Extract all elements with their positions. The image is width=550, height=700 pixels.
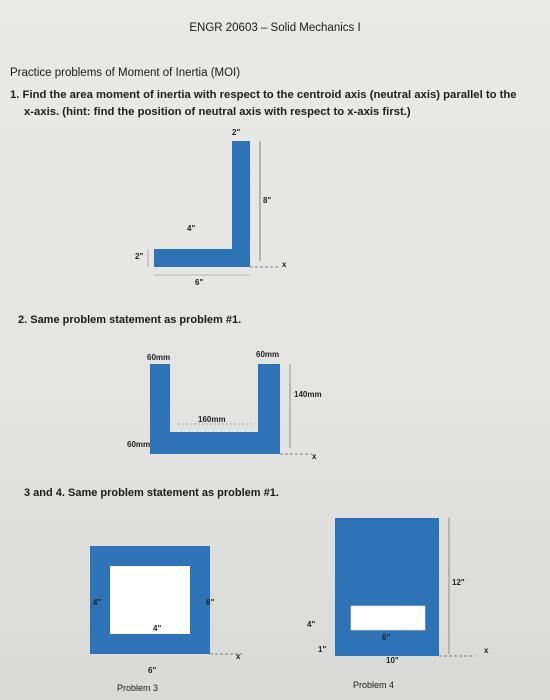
x-axis-label: x bbox=[484, 646, 489, 655]
problem-3-4-text: 3 and 4. Same problem statement as problem #1. bbox=[24, 487, 279, 499]
inner-hole bbox=[351, 606, 425, 630]
problem-3-caption: Problem 3 bbox=[117, 683, 159, 693]
l-shape bbox=[154, 141, 250, 267]
problem-2-text: 2. Same problem statement as problem #1. bbox=[18, 314, 242, 326]
dim-height: 8" bbox=[263, 196, 272, 205]
dim-base-thickness: 2" bbox=[135, 252, 144, 261]
dim-inner: 160mm bbox=[198, 415, 226, 424]
dim-left-flange: 60mm bbox=[147, 353, 171, 362]
dim-left: 4" bbox=[93, 598, 102, 607]
dim-top-width: 2" bbox=[232, 128, 241, 137]
inner-hole bbox=[110, 566, 190, 634]
problem-4-caption: Problem 4 bbox=[353, 680, 395, 690]
section-subtitle: Practice problems of Moment of Inertia (MOI) bbox=[10, 67, 241, 79]
dim-hole-height: 4" bbox=[307, 620, 316, 629]
x-axis-label: x bbox=[236, 652, 241, 661]
dim-hole-width: 6" bbox=[382, 633, 391, 642]
dim-right: 6" bbox=[206, 598, 215, 607]
u-shape bbox=[150, 364, 280, 454]
dim-right-flange: 60mm bbox=[256, 350, 280, 359]
dim-base-length: 6" bbox=[195, 278, 204, 287]
problem-3-figure bbox=[80, 540, 260, 670]
dim-bottom-gap: 1" bbox=[318, 645, 327, 654]
x-axis-label: x bbox=[312, 452, 317, 461]
page-title: ENGR 20603 – Solid Mechanics I bbox=[189, 22, 361, 34]
dim-base: 60mm bbox=[127, 440, 151, 449]
dim-height: 12" bbox=[452, 578, 465, 587]
problem-1-text-line-2: x-axis. (hint: find the position of neutral axis with respect to x-axis first.) bbox=[24, 106, 411, 118]
dim-inner: 4" bbox=[187, 224, 196, 233]
dim-height: 140mm bbox=[294, 390, 322, 399]
x-axis-label: x bbox=[282, 260, 287, 269]
problem-1-figure bbox=[120, 125, 310, 295]
problem-1-text-line-1: 1. Find the area moment of inertia with respect to the centroid axis (neutral axis) parallel to the bbox=[10, 89, 517, 101]
problem-2-figure bbox=[140, 350, 330, 470]
dim-bottom: 6" bbox=[148, 666, 157, 675]
dim-width: 10" bbox=[386, 656, 399, 665]
dim-inner: 4" bbox=[153, 624, 162, 633]
